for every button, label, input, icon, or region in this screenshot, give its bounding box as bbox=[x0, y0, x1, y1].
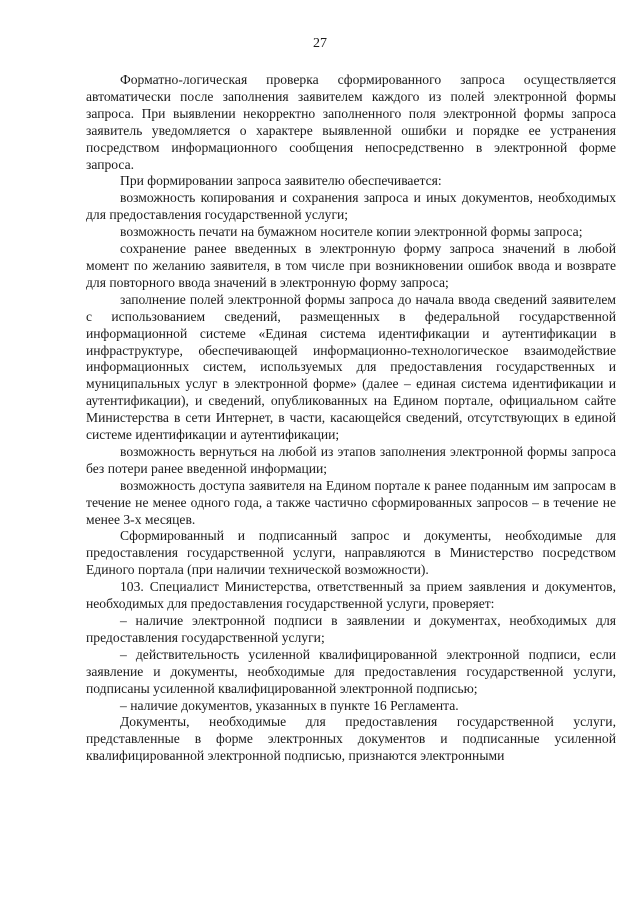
paragraph: – действительность усиленной квалифицированной электронной подписи, если заявление и документы, необходимые для предоставления государственной услуги, подписаны усиленной квалифицированной электронной подписью; bbox=[86, 646, 616, 696]
paragraph: 103. Специалист Министерства, ответственный за прием заявления и документов, необходимых для предоставления государственной услуги, проверяет: bbox=[86, 579, 616, 612]
paragraph: возможность печати на бумажном носителе копии электронной формы запроса; bbox=[120, 224, 583, 240]
page-number: 27 bbox=[313, 36, 327, 51]
paragraph: Документы, необходимые для предоставления государственной услуги, представленные в форме электронных документов и подписанные усиленной квалифицированной электронной подписью, признаются электронными bbox=[86, 714, 616, 764]
paragraph: заполнение полей электронной формы запроса до начала ввода сведений заявителем с использованием сведений, размещенных в федеральной государственной информационной системе «Единая система идентификации и аутентификации в инфраструктуре, обеспечивающей информационно-технологическое взаимодействие информационных систем, используемых для предоставления государственных и муниципальных услуг в электронной форме» (далее – единая система идентификации и аутентификации), и сведений, опубликованных на Едином портале, официальном сайте Министерства в сети Интернет, в части, касающейся сведений, отсутствующих в единой системе идентификации и аутентификации; bbox=[86, 291, 616, 443]
paragraph: – наличие электронной подписи в заявлении и документах, необходимых для предоставления государственной услуги; bbox=[86, 613, 616, 645]
paragraph: Форматно-логическая проверка сформированного запроса осуществляется автоматически после заполнения заявителем каждого из полей электронной формы запроса. При выявлении некорректно заполненного поля электронной формы запроса заявитель уведомляется о характере выявленной ошибки и порядке ее устранения посредством информационного сообщения непосредственно в электронной форме запроса. bbox=[86, 72, 616, 172]
body-text bbox=[86, 72, 616, 765]
paragraph: возможность доступа заявителя на Едином портале к ранее поданным им запросам в течение не менее одного года, а также частично сформированных запросов – в течение не менее 3-х месяцев. bbox=[86, 477, 616, 527]
paragraph: Сформированный и подписанный запрос и документы, необходимые для предоставления государственной услуги, направляются в Министерство посредством Единого портала (при наличии технической возможности). bbox=[86, 528, 616, 578]
paragraph: – наличие документов, указанных в пункте 16 Регламента. bbox=[120, 697, 459, 713]
paragraph: возможность вернуться на любой из этапов заполнения электронной формы запроса без потери ранее введенной информации; bbox=[86, 443, 616, 476]
paragraph: При формировании запроса заявителю обеспечивается: bbox=[120, 173, 442, 189]
paragraph: сохранение ранее введенных в электронную форму запроса значений в любой момент по желанию заявителя, в том числе при возникновении ошибок ввода и возврате для повторного ввода значений в электронную форму запроса; bbox=[86, 241, 616, 290]
paragraph: возможность копирования и сохранения запроса и иных документов, необходимых для предоставления государственной услуги; bbox=[86, 190, 616, 223]
